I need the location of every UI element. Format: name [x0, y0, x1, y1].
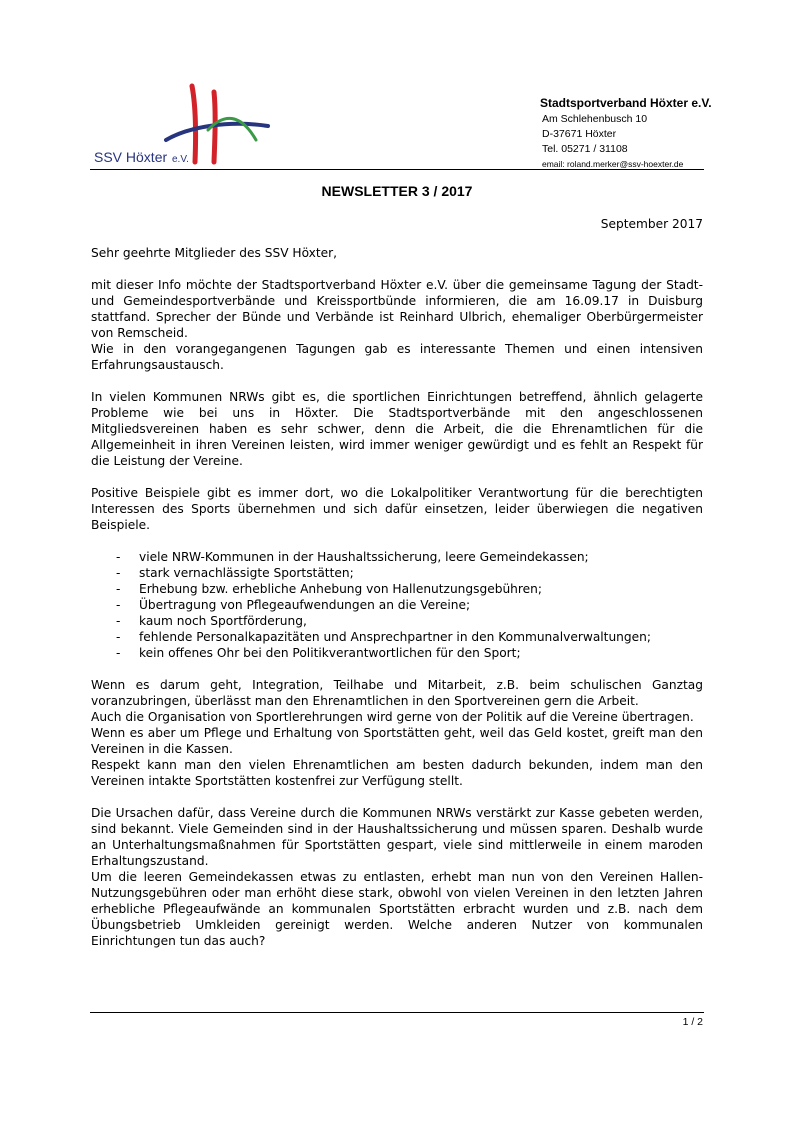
paragraph-integration: Wenn es darum geht, Integration, Teilhabe und Mitarbeit, z.B. beim schulischen Ganztag voranzubringen, überlässt man den Ehrenamtlichen in den Sportvereinen gern die Arbeit. — [91, 678, 703, 708]
logo-text: SSV Höxter — [94, 149, 168, 165]
paragraph-ursachen: Die Ursachen dafür, dass Vereine durch die Kommunen NRWs verstärkt zur Kasse gebeten werden, sind bekannt. Viele Gemeinden sind in der Haushaltssicherung und müssen sparen. Deshalb wurde an Unterhaltungsmaßnahmen für Sportstätten gespart, viele sind mittlerweile in einem maroden Erhaltungszustand. — [91, 806, 703, 868]
newsletter-title: NEWSLETTER 3 / 2017 — [321, 183, 473, 199]
org-phone: Tel. 05271 / 31108 — [542, 143, 628, 155]
list-item: - stark vernachlässigte Sportstätten; — [116, 566, 354, 580]
page-number: 1 / 2 — [682, 1016, 703, 1028]
org-city: D-37671 Höxter — [542, 128, 617, 140]
paragraph-intro-b: Wie in den vorangegangenen Tagungen gab es interessante Themen und einen intensiven Erfahrungsaustausch. — [91, 342, 703, 372]
header-divider — [90, 169, 704, 170]
paragraph-ehrungen: Auch die Organisation von Sportlerehrungen wird gerne von der Politik auf die Vereine übertragen. — [91, 710, 694, 724]
paragraph-intro: mit dieser Info möchte der Stadtsportverband Höxter e.V. über die gemeinsame Tagung der Stadt- und Gemeindesportverbände und Kreissportbünde informieren, die am 16.09.17 in Duisburg stattfand. Sprecher der Bünde und Verbände ist Reinhard Ulbrich, ehemaliger Oberbürgermeister von Remscheid. — [91, 278, 703, 340]
problem-list — [91, 549, 703, 661]
ssv-logo-graphic — [88, 82, 278, 168]
letter-body — [91, 245, 703, 949]
svg-text:e.V.: e.V. — [172, 154, 189, 165]
list-item: - viele NRW-Kommunen in der Haushaltssicherung, leere Gemeindekassen; — [116, 550, 589, 564]
newsletter-date: September 2017 — [600, 217, 703, 231]
paragraph-respekt: Respekt kann man den vielen Ehrenamtlichen am besten dadurch bekunden, indem man den Vereinen intakte Sportstätten kostenfrei zur Verfügung stellt. — [91, 758, 703, 788]
list-item: - Erhebung bzw. erhebliche Anhebung von Hallenutzungsgebühren; — [116, 582, 542, 596]
paragraph-gebuehren: Um die leeren Gemeindekassen etwas zu entlasten, erhebt man nun von den Vereinen Hallen-Nutzungsgebühren oder man erhöht diese stark, obwohl von vielen Vereinen in den letzten Jahren erhebliche Pflegeaufwände an kommunalen Sportstätten erbracht wurden und z.B. nach dem Übungsbetrieb Umkleiden gereinigt werden. Welche anderen Nutzer von kommunalen Einrichtungen tun das auch? — [91, 870, 703, 948]
list-item: - kein offenes Ohr bei den Politikverantwortlichen für den Sport; — [116, 646, 521, 660]
ssv-logo — [88, 82, 278, 168]
paragraph-examples: Positive Beispiele gibt es immer dort, wo die Lokalpolitiker Verantwortung für die berechtigten Interessen des Sports übernehmen und sich dafür einsetzen, leider überwiegen die negativen Beispiele. — [91, 486, 703, 532]
list-item: - fehlende Personalkapazitäten und Ansprechpartner in den Kommunalverwaltungen; — [116, 630, 651, 644]
salutation: Sehr geehrte Mitglieder des SSV Höxter, — [91, 246, 338, 260]
list-item: - kaum noch Sportförderung, — [116, 614, 307, 628]
org-email: email: roland.merker@ssv-hoexter.de — [542, 159, 684, 169]
org-address-block — [540, 96, 712, 171]
footer-divider — [90, 1012, 704, 1013]
paragraph-pflege: Wenn es aber um Pflege und Erhaltung von Sportstätten geht, weil das Geld kostet, greift man den Vereinen in die Kassen. — [91, 726, 703, 756]
org-street: Am Schlehenbusch 10 — [542, 113, 648, 125]
org-name: Stadtsportverband Höxter e.V. — [540, 96, 712, 110]
paragraph-problems: In vielen Kommunen NRWs gibt es, die sportlichen Einrichtungen betreffend, ähnlich gelagerte Probleme wie bei uns in Höxter. Die Stadtsportverbände mit den angeschlossenen Mitgliedsvereinen haben es sehr schwer, denn die Arbeit, die die Ehrenamtlichen für die Allgemeinheit in ihren Vereinen leisten, wird immer weniger gewürdigt und es fehlt an Respekt für die Leistung der Vereine. — [91, 390, 703, 468]
list-item: - Übertragung von Pflegeaufwendungen an die Vereine; — [116, 598, 471, 612]
